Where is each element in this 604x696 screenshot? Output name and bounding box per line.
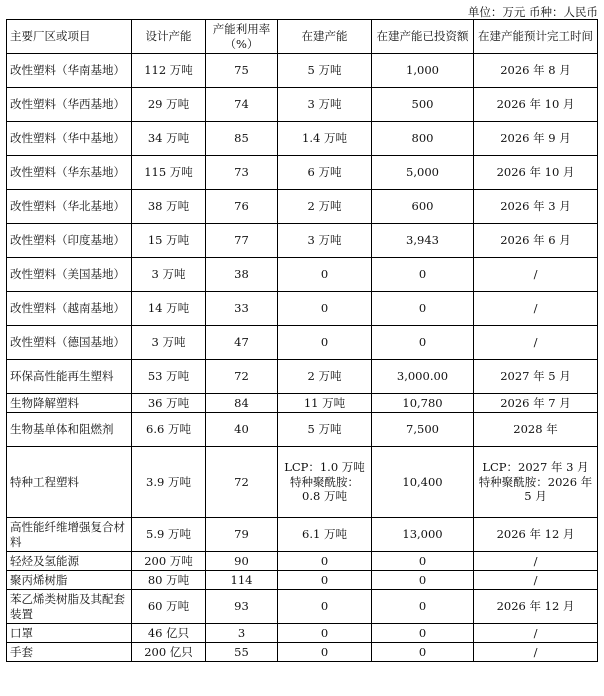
design-capacity-cell: 6.6 万吨 — [132, 413, 206, 447]
design-capacity-cell: 53 万吨 — [132, 360, 206, 394]
design-capacity-cell: 112 万吨 — [132, 54, 206, 88]
capacity-under-construction-cell: 0 — [278, 624, 372, 643]
table-row — [7, 643, 598, 662]
utilization-rate-cell: 3 — [206, 624, 278, 643]
project-name-cell: 改性塑料（越南基地） — [7, 292, 132, 326]
capacity-under-construction-cell: 0 — [278, 643, 372, 662]
utilization-rate-cell: 40 — [206, 413, 278, 447]
capacity-under-construction-cell: 0 — [278, 292, 372, 326]
capacity-under-construction-cell: 6.1 万吨 — [278, 518, 372, 552]
table-row — [7, 590, 598, 624]
invested-amount-cell: 500 — [372, 88, 474, 122]
invested-amount-cell: 800 — [372, 122, 474, 156]
design-capacity-cell: 5.9 万吨 — [132, 518, 206, 552]
completion-time-cell: / — [474, 292, 598, 326]
table-row — [7, 518, 598, 552]
project-name-cell: 口罩 — [7, 624, 132, 643]
header-design-capacity: 设计产能 — [132, 20, 206, 54]
capacity-under-construction-cell: 0 — [278, 326, 372, 360]
completion-time-cell: 2026 年 10 月 — [474, 156, 598, 190]
completion-time-cell: 2026 年 9 月 — [474, 122, 598, 156]
table-row — [7, 413, 598, 447]
design-capacity-cell: 15 万吨 — [132, 224, 206, 258]
invested-amount-cell: 10,780 — [372, 394, 474, 413]
design-capacity-cell: 80 万吨 — [132, 571, 206, 590]
capacity-table — [6, 19, 598, 662]
invested-amount-cell: 0 — [372, 326, 474, 360]
table-row — [7, 552, 598, 571]
project-name-cell: 生物基单体和阻燃剂 — [7, 413, 132, 447]
unit-currency-note: 单位：万元 币种：人民币 — [467, 5, 598, 19]
completion-time-cell: / — [474, 624, 598, 643]
completion-time-cell: / — [474, 552, 598, 571]
design-capacity-cell: 115 万吨 — [132, 156, 206, 190]
table-row — [7, 190, 598, 224]
project-name-cell: 改性塑料（德国基地） — [7, 326, 132, 360]
design-capacity-cell: 38 万吨 — [132, 190, 206, 224]
utilization-rate-cell: 90 — [206, 552, 278, 571]
completion-time-cell: / — [474, 643, 598, 662]
utilization-rate-cell: 72 — [206, 447, 278, 518]
invested-amount-cell: 600 — [372, 190, 474, 224]
table-row — [7, 447, 598, 518]
table-row — [7, 571, 598, 590]
invested-amount-cell: 3,000.00 — [372, 360, 474, 394]
invested-amount-cell: 3,943 — [372, 224, 474, 258]
header-under-construction: 在建产能 — [278, 20, 372, 54]
utilization-rate-cell: 38 — [206, 258, 278, 292]
table-row — [7, 156, 598, 190]
completion-time-cell: 2026 年 12 月 — [474, 590, 598, 624]
utilization-rate-cell: 76 — [206, 190, 278, 224]
project-name-cell: 改性塑料（华西基地） — [7, 88, 132, 122]
invested-amount-cell: 0 — [372, 292, 474, 326]
completion-time-cell: LCP：2027 年 3 月 特种聚酰胺：2026 年 5 月 — [474, 447, 598, 518]
capacity-under-construction-cell: LCP：1.0 万吨 特种聚酰胺：0.8 万吨 — [278, 447, 372, 518]
design-capacity-cell: 29 万吨 — [132, 88, 206, 122]
completion-time-cell: 2026 年 7 月 — [474, 394, 598, 413]
capacity-under-construction-cell: 5 万吨 — [278, 413, 372, 447]
design-capacity-cell: 200 亿只 — [132, 643, 206, 662]
invested-amount-cell: 1,000 — [372, 54, 474, 88]
utilization-rate-cell: 72 — [206, 360, 278, 394]
table-row — [7, 54, 598, 88]
utilization-rate-cell: 114 — [206, 571, 278, 590]
completion-time-cell: 2026 年 8 月 — [474, 54, 598, 88]
completion-time-cell: 2026 年 12 月 — [474, 518, 598, 552]
invested-amount-cell: 5,000 — [372, 156, 474, 190]
project-name-cell: 手套 — [7, 643, 132, 662]
table-row — [7, 88, 598, 122]
table-row — [7, 360, 598, 394]
invested-amount-cell: 0 — [372, 624, 474, 643]
utilization-rate-cell: 75 — [206, 54, 278, 88]
project-name-cell: 改性塑料（华东基地） — [7, 156, 132, 190]
capacity-under-construction-cell: 5 万吨 — [278, 54, 372, 88]
invested-amount-cell: 13,000 — [372, 518, 474, 552]
design-capacity-cell: 3 万吨 — [132, 326, 206, 360]
invested-amount-cell: 7,500 — [372, 413, 474, 447]
project-name-cell: 生物降解塑料 — [7, 394, 132, 413]
design-capacity-cell: 34 万吨 — [132, 122, 206, 156]
project-name-cell: 环保高性能再生塑料 — [7, 360, 132, 394]
utilization-rate-cell: 93 — [206, 590, 278, 624]
table-row — [7, 224, 598, 258]
completion-time-cell: / — [474, 571, 598, 590]
capacity-under-construction-cell: 3 万吨 — [278, 224, 372, 258]
design-capacity-cell: 60 万吨 — [132, 590, 206, 624]
table-row — [7, 258, 598, 292]
header-utilization: 产能利用率（%） — [206, 20, 278, 54]
invested-amount-cell: 0 — [372, 571, 474, 590]
table-row — [7, 624, 598, 643]
completion-time-cell: / — [474, 258, 598, 292]
invested-amount-cell: 0 — [372, 258, 474, 292]
invested-amount-cell: 0 — [372, 552, 474, 571]
table-row — [7, 326, 598, 360]
capacity-under-construction-cell: 0 — [278, 258, 372, 292]
capacity-under-construction-cell: 1.4 万吨 — [278, 122, 372, 156]
invested-amount-cell: 0 — [372, 590, 474, 624]
design-capacity-cell: 14 万吨 — [132, 292, 206, 326]
utilization-rate-cell: 73 — [206, 156, 278, 190]
design-capacity-cell: 3 万吨 — [132, 258, 206, 292]
header-invested: 在建产能已投资额 — [372, 20, 474, 54]
utilization-rate-cell: 84 — [206, 394, 278, 413]
capacity-under-construction-cell: 3 万吨 — [278, 88, 372, 122]
project-name-cell: 特种工程塑料 — [7, 447, 132, 518]
project-name-cell: 改性塑料（印度基地） — [7, 224, 132, 258]
capacity-under-construction-cell: 11 万吨 — [278, 394, 372, 413]
capacity-under-construction-cell: 0 — [278, 590, 372, 624]
capacity-under-construction-cell: 2 万吨 — [278, 360, 372, 394]
utilization-rate-cell: 74 — [206, 88, 278, 122]
project-name-cell: 改性塑料（华北基地） — [7, 190, 132, 224]
capacity-under-construction-cell: 0 — [278, 552, 372, 571]
project-name-cell: 改性塑料（美国基地） — [7, 258, 132, 292]
design-capacity-cell: 46 亿只 — [132, 624, 206, 643]
completion-time-cell: 2027 年 5 月 — [474, 360, 598, 394]
capacity-under-construction-cell: 6 万吨 — [278, 156, 372, 190]
utilization-rate-cell: 47 — [206, 326, 278, 360]
project-name-cell: 高性能纤维增强复合材料 — [7, 518, 132, 552]
design-capacity-cell: 36 万吨 — [132, 394, 206, 413]
table-header-row — [7, 20, 598, 54]
utilization-rate-cell: 77 — [206, 224, 278, 258]
header-project: 主要厂区或项目 — [7, 20, 132, 54]
project-name-cell: 苯乙烯类树脂及其配套装置 — [7, 590, 132, 624]
utilization-rate-cell: 55 — [206, 643, 278, 662]
project-name-cell: 轻烃及氢能源 — [7, 552, 132, 571]
table-row — [7, 394, 598, 413]
capacity-under-construction-cell: 0 — [278, 571, 372, 590]
header-completion-time: 在建产能预计完工时间 — [474, 20, 598, 54]
design-capacity-cell: 200 万吨 — [132, 552, 206, 571]
project-name-cell: 改性塑料（华中基地） — [7, 122, 132, 156]
completion-time-cell: 2026 年 3 月 — [474, 190, 598, 224]
completion-time-cell: 2026 年 10 月 — [474, 88, 598, 122]
table-row — [7, 292, 598, 326]
utilization-rate-cell: 79 — [206, 518, 278, 552]
completion-time-cell: / — [474, 326, 598, 360]
table-row — [7, 122, 598, 156]
utilization-rate-cell: 85 — [206, 122, 278, 156]
invested-amount-cell: 10,400 — [372, 447, 474, 518]
capacity-under-construction-cell: 2 万吨 — [278, 190, 372, 224]
utilization-rate-cell: 33 — [206, 292, 278, 326]
project-name-cell: 聚丙烯树脂 — [7, 571, 132, 590]
project-name-cell: 改性塑料（华南基地） — [7, 54, 132, 88]
completion-time-cell: 2026 年 6 月 — [474, 224, 598, 258]
invested-amount-cell: 0 — [372, 643, 474, 662]
completion-time-cell: 2028 年 — [474, 413, 598, 447]
design-capacity-cell: 3.9 万吨 — [132, 447, 206, 518]
